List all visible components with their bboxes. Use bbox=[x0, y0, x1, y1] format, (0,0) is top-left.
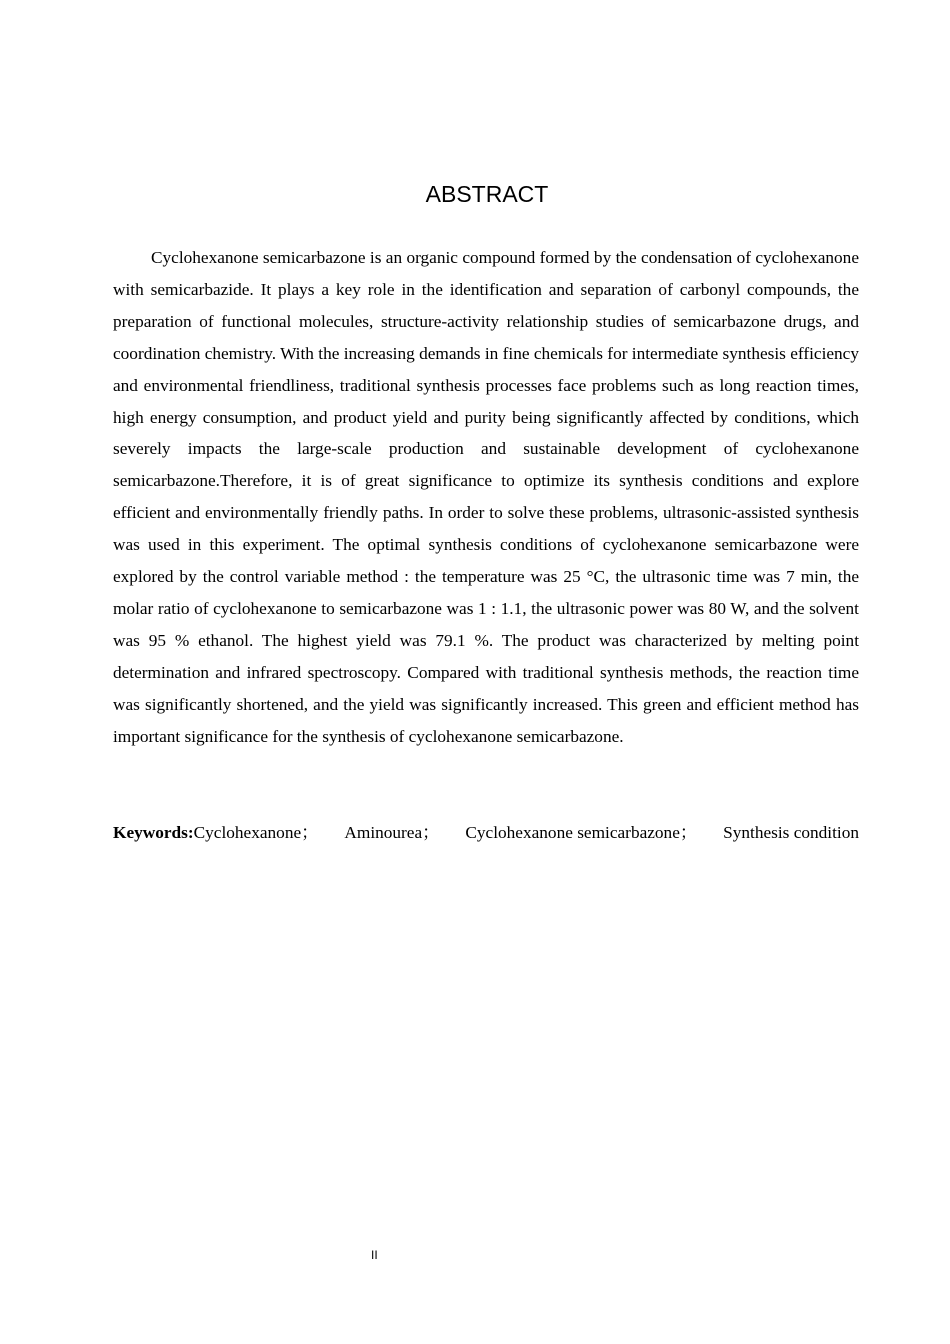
keywords-first-group bbox=[113, 817, 318, 849]
keyword-aminourea: Aminourea； bbox=[344, 823, 440, 842]
keywords-line bbox=[113, 817, 859, 849]
page-number: II bbox=[371, 1248, 378, 1262]
keywords-label: Keywords: bbox=[113, 823, 194, 842]
abstract-paragraph: Cyclohexanone semicarbazone is an organic compound formed by the condensation of cyclohexanone with semicarbazide. It plays a key role in the identification and separation of carbonyl compounds, the preparation of functional molecules, structure-activity relationship studies of semicarbazone drugs, and coordination chemistry. With the increasing demands in fine chemicals for intermediate synthesis efficiency and environmental friendliness, traditional synthesis processes face problems such as long reaction times, high energy consumption, and product yield and purity being significantly affected by conditions, which severely impacts the large-scale production and sustainable development of cyclohexanone semicarbazone.Therefore, it is of great significance to optimize its synthesis conditions and explore efficient and environmentally friendly paths. In order to solve these problems, ultrasonic-assisted synthesis was used in this experiment. The optimal synthesis conditions of cyclohexanone semicarbazone were explored by the control variable method : the temperature was 25 °C, the ultrasonic time was 7 min, the molar ratio of cyclohexanone to semicarbazone was 1 : 1.1, the ultrasonic power was 80 W, and the solvent was 95 % ethanol. The highest yield was 79.1 %. The product was characterized by melting point determination and infrared spectroscopy. Compared with traditional synthesis methods, the reaction time was significantly shortened, and the yield was significantly increased. This green and efficient method has important significance for the synthesis of cyclohexanone semicarbazone. bbox=[113, 248, 859, 746]
keyword-cyclohexanone-semicarbazone: Cyclohexanone semicarbazone； bbox=[465, 823, 698, 842]
keyword-cyclohexanone: Cyclohexanone； bbox=[193, 823, 319, 842]
abstract-title: ABSTRACT bbox=[425, 181, 549, 207]
keyword-synthesis-condition: Synthesis condition bbox=[723, 823, 859, 842]
